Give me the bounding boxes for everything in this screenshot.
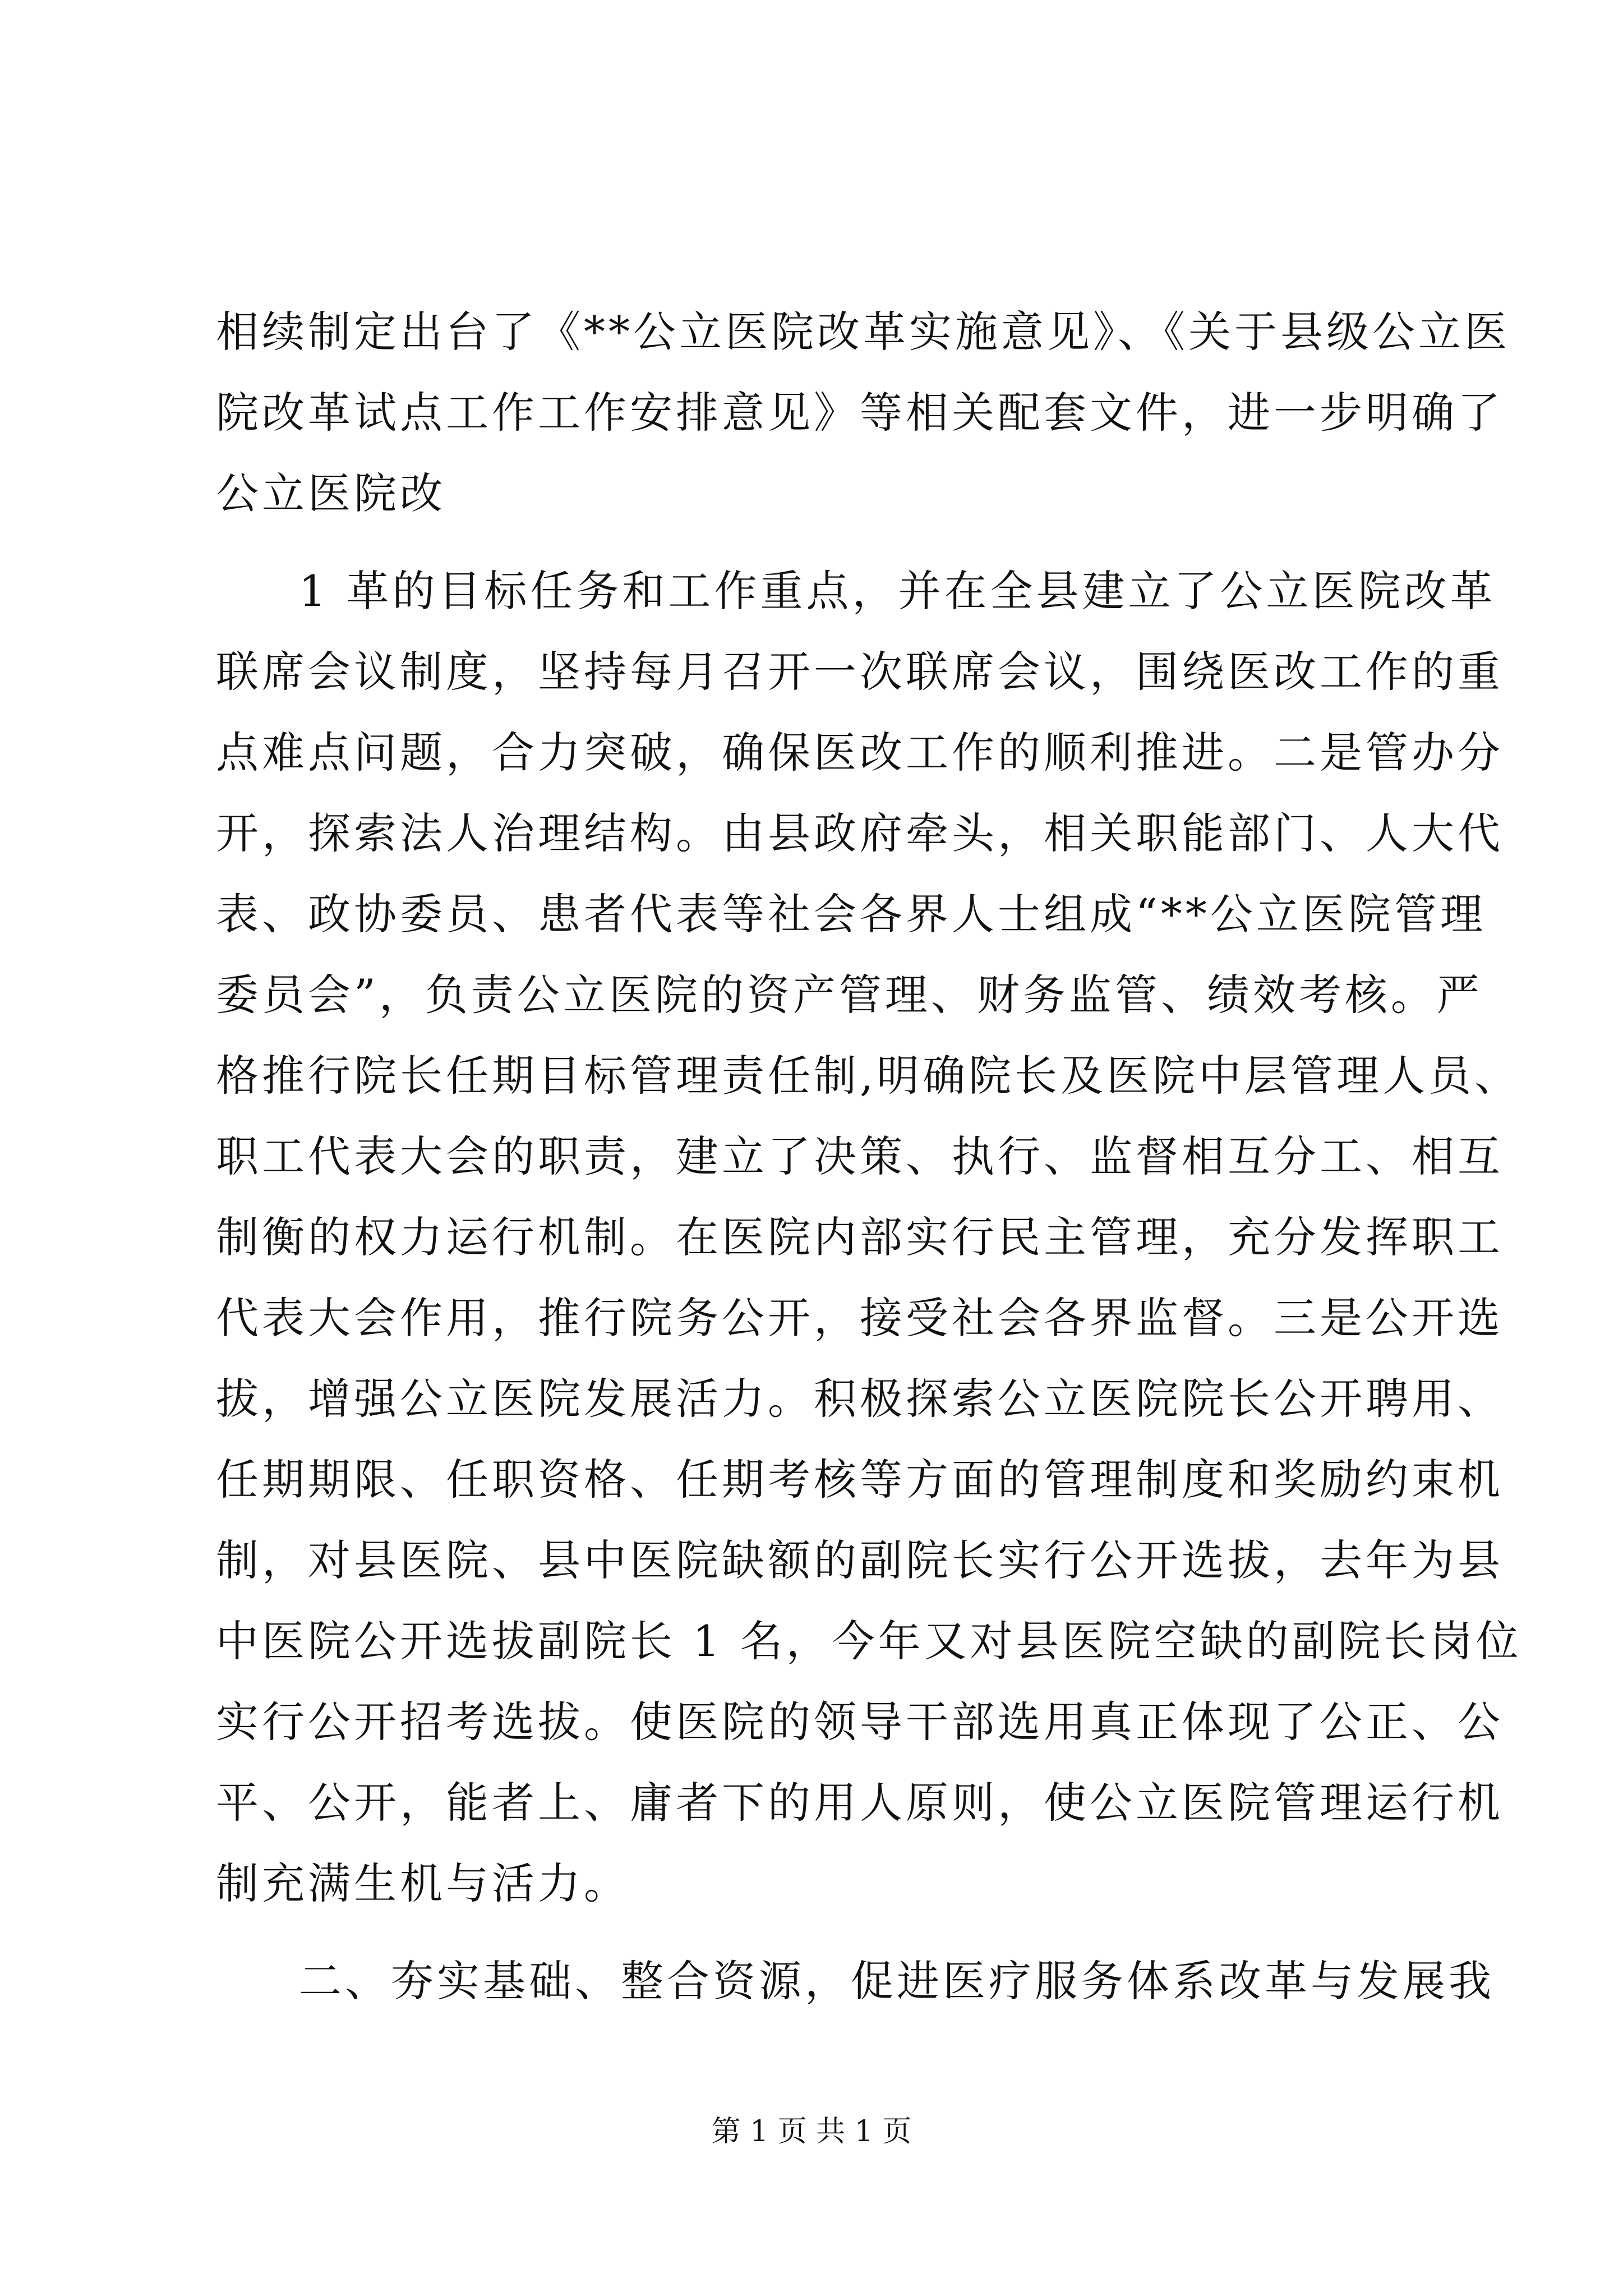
text-line: 代表大会作用，推行院务公开，接受社会各界监督。三是公开选 <box>216 1293 1504 1343</box>
text-line: 委员会”，负责公立医院的资产管理、财务监管、绩效考核。严 <box>216 970 1483 1020</box>
page-footer <box>0 2115 1623 2148</box>
text-line: 实行公开招考选拔。使医院的领导干部选用真正体现了公正、公 <box>216 1697 1504 1747</box>
text-line: 任期期限、任职资格、任期考核等方面的管理制度和奖励约束机 <box>216 1455 1504 1504</box>
text-line: 公立医院改 <box>216 468 446 518</box>
paragraph-gap <box>216 1924 1410 1941</box>
text-line: 制，对县医院、县中医院缺额的副院长实行公开选拔，去年为县 <box>216 1535 1504 1585</box>
page-number-label: 第 1 页 共 1 页 <box>711 2115 912 2148</box>
text-line: 制衡的权力运行机制。在医院内部实行民主管理，充分发挥职工 <box>216 1212 1504 1262</box>
text-line: 点难点问题，合力突破，确保医改工作的顺利推进。二是管办分 <box>216 728 1504 777</box>
text-line: 开，探索法人治理结构。由县政府牵头，相关职能部门、人大代 <box>216 808 1504 858</box>
text-line: 中医院公开选拔副院长 1 名，今年又对县医院空缺的副院长岗位 <box>216 1616 1522 1666</box>
paragraph-gap <box>216 534 1410 551</box>
text-line: 1 革的目标任务和工作重点，并在全县建立了公立医院改革 <box>299 566 1496 616</box>
text-line: 职工代表大会的职责，建立了决策、执行、监督相互分工、相互 <box>216 1131 1504 1181</box>
text-line: 平、公开，能者上、庸者下的用人原则，使公立医院管理运行机 <box>216 1778 1504 1828</box>
text-line: 表、政协委员、患者代表等社会各界人士组成“**公立医院管理 <box>216 889 1486 939</box>
text-line: 拔，增强公立医院发展活力。积极探索公立医院院长公开聘用、 <box>216 1374 1504 1424</box>
text-line: 格推行院长任期目标管理责任制,明确院长及医院中层管理人员、 <box>216 1051 1521 1101</box>
text-line: 二、夯实基础、整合资源，促进医疗服务体系改革与发展我 <box>299 1956 1495 2006</box>
text-line: 院改革试点工作工作安排意见》等相关配套文件，进一步明确了 <box>216 388 1504 438</box>
document-body <box>216 292 1522 2022</box>
text-line: 相续制定出台了《**公立医院改革实施意见》、《关于县级公立医 <box>216 307 1510 357</box>
text-line: 制充满生机与活力。 <box>216 1858 630 1908</box>
text-line: 联席会议制度，坚持每月召开一次联席会议，围绕医改工作的重 <box>216 647 1504 697</box>
